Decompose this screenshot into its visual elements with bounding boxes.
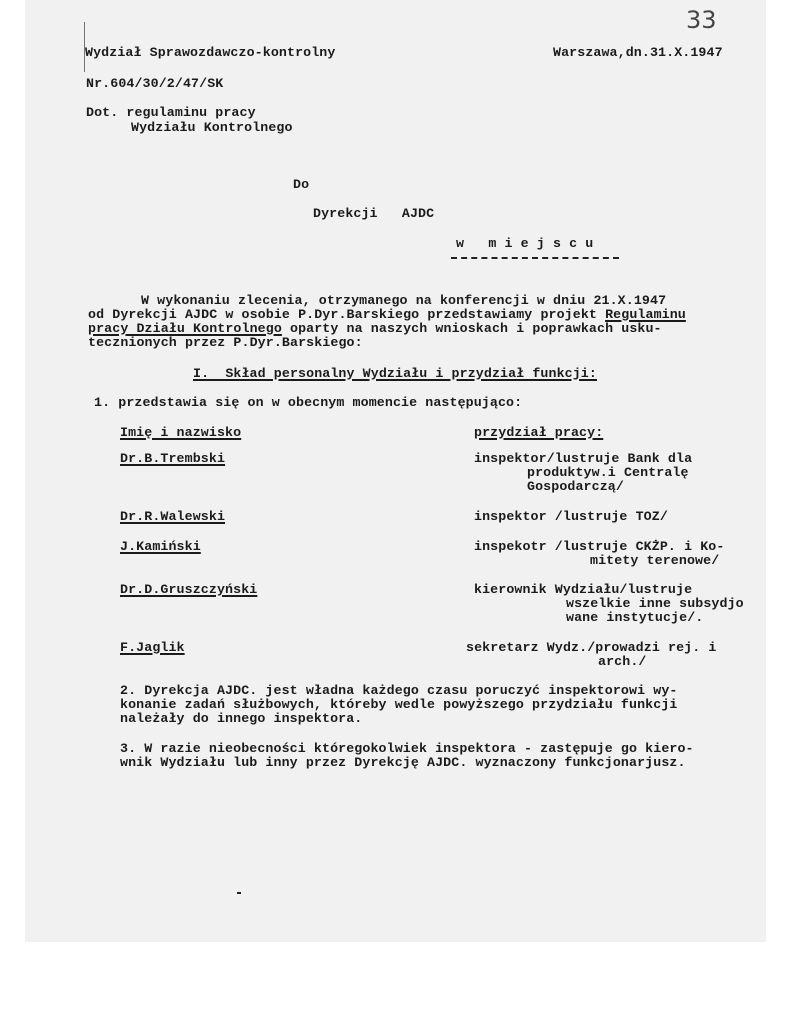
page-number: 33 [686,6,717,34]
staff-role: Gospodarczą/ [527,479,624,494]
reference-number: Nr.604/30/2/47/SK [86,76,224,91]
item-2-line: należały do innego inspektora. [120,711,363,726]
staff-role: inspekotr /lustruje CKŻP. i Ko- [474,539,725,554]
intro-text: oparty na naszych wnioskach i poprawkach usku- [281,321,662,336]
place-underline [451,257,619,259]
item-3-line: wnik Wydziału lub inny przez Dyrekcję AJDC. wyznaczony funkcjonarjusz. [120,755,686,770]
addressee-name: Dyrekcji AJDC [313,206,435,221]
addressee-to: Do [293,177,310,192]
intro-line [88,308,686,322]
regulation-title-part: pracy Działu Kontrolnego [88,321,282,336]
staff-role: produktyw.i Centralę [527,465,689,480]
staff-role: mitety terenowe/ [590,553,720,568]
staff-role: arch./ [598,654,647,669]
item-2-line: konanie zadań służbowych, któreby wedle powyższego przydziału funkcji [120,697,678,712]
item-3-line: 3. W razie nieobecności któregokolwiek inspektora - zastępuje go kiero- [120,741,694,756]
department-name: Wydział Sprawozdawczo-kontrolny [85,45,336,60]
intro-line: tecznionych przez P.Dyr.Barskiego: [88,335,363,350]
place-date: Warszawa,dn.31.X.1947 [553,45,723,60]
staff-name: F.Jaglik [120,640,185,655]
addressee-place: w m i e j s c u [456,236,594,251]
column-header-name: Imię i nazwisko [120,425,242,440]
staff-role: kierownik Wydziału/lustruje [474,582,693,597]
staff-name: Dr.R.Walewski [120,509,226,524]
staff-role: inspektor /lustruje TOZ/ [474,509,668,524]
stray-mark [237,892,241,894]
intro-line: W wykonaniu zlecenia, otrzymanego na konferencji w dniu 21.X.1947 [141,293,667,308]
subject-line: Dot. regulaminu pracy [86,105,256,120]
staff-role: sekretarz Wydz./prowadzi rej. i [466,640,717,655]
column-header-role: przydział pracy: [474,425,604,440]
staff-role: inspektor/lustruje Bank dla [474,451,693,466]
intro-line [88,322,662,336]
staff-role: wane instytucje/. [566,610,704,625]
staff-role: wszelkie inne subsydjo [566,596,744,611]
subject-line: Wydziału Kontrolnego [131,120,293,135]
item-1: 1. przedstawia się on w obecnym momencie następująco: [94,395,523,410]
intro-text: od Dyrekcji AJDC w osobie P.Dyr.Barskiego przedstawiamy projekt [88,307,606,322]
item-2-line: 2. Dyrekcja AJDC. jest władna każdego czasu poruczyć inspektorowi wy- [120,683,678,698]
section-title: I. Skład personalny Wydziału i przydział funkcji: [193,366,597,381]
staff-name: Dr.B.Trembski [120,451,226,466]
staff-name: J.Kamiński [120,539,201,554]
staff-name: Dr.D.Gruszczyński [120,582,258,597]
regulation-title-part: Regulaminu [605,307,686,322]
